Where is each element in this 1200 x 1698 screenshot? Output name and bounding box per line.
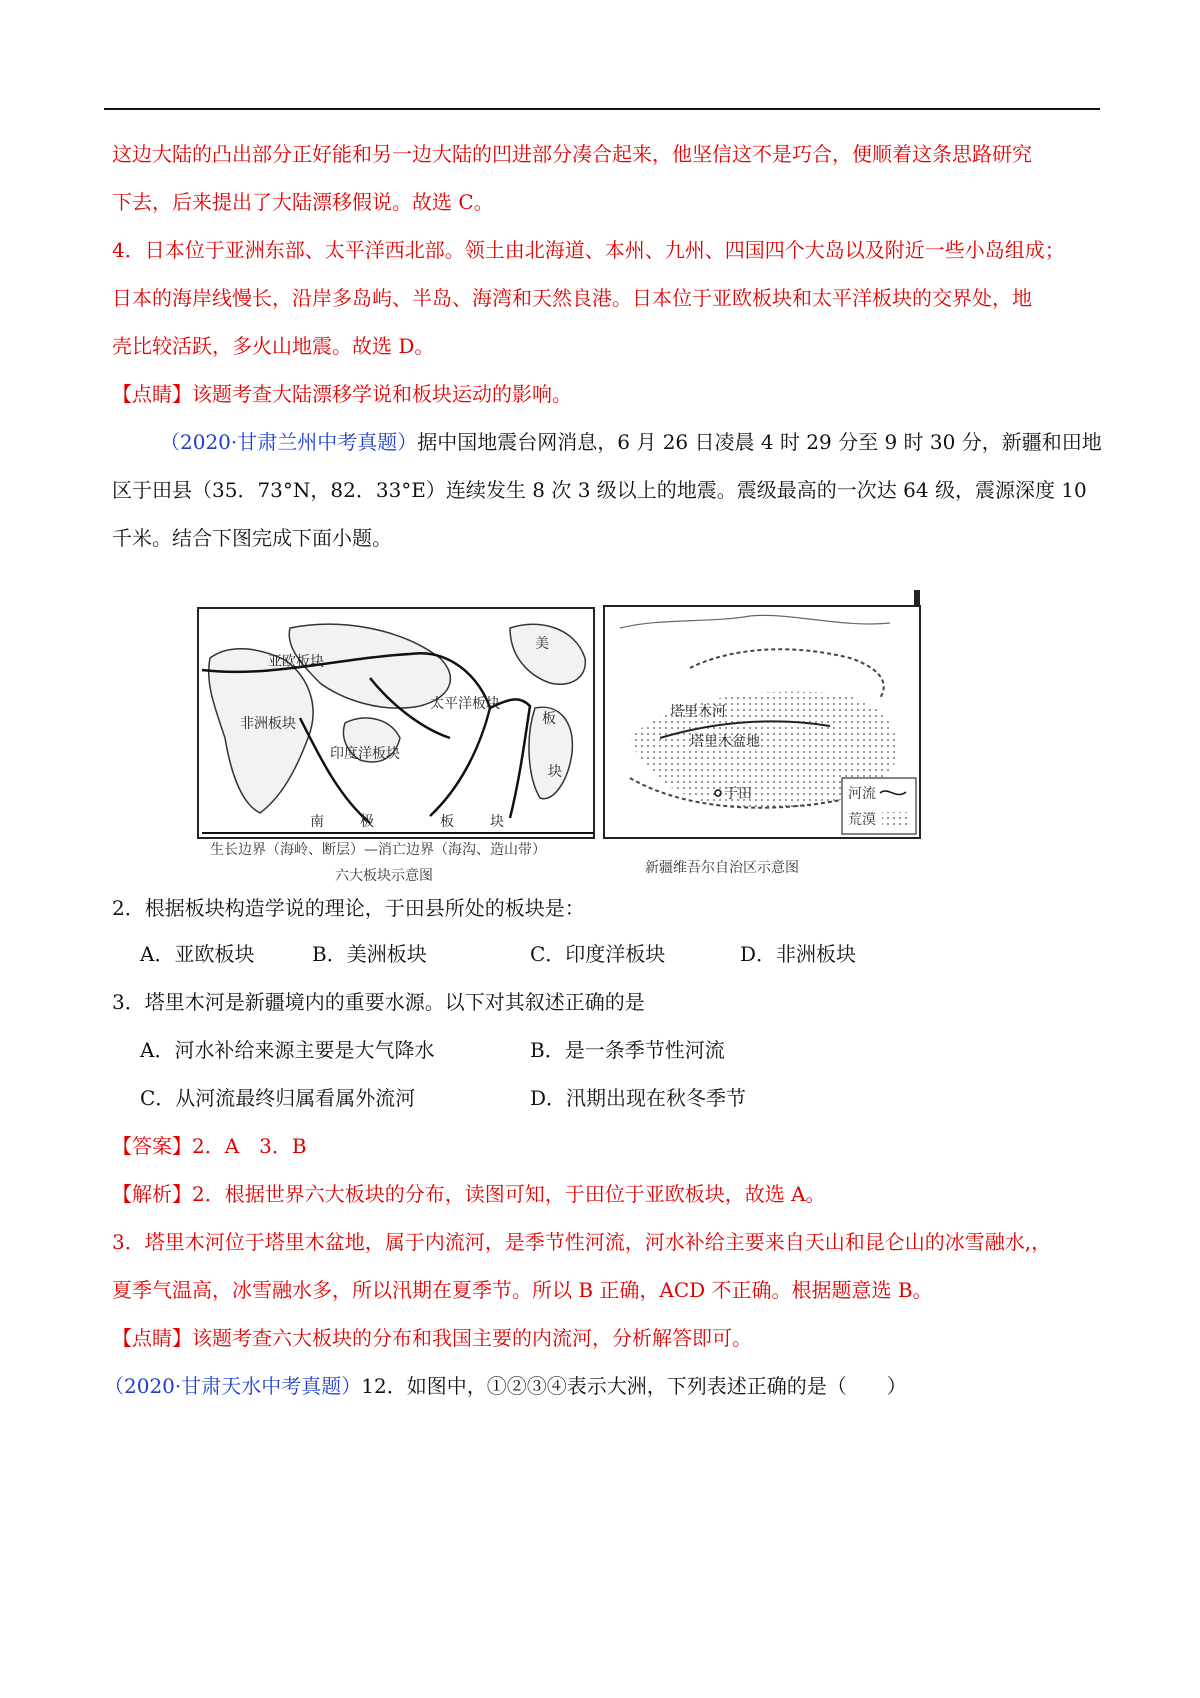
label-south: 南 (310, 814, 324, 830)
answer-line: 4．日本位于亚洲东部、太平洋西北部。领土由北海道、本州、九州、四国四个大岛以及附近一些小岛组成； (112, 238, 1065, 262)
label-tarim-basin: 塔里木盆地 (690, 734, 760, 750)
label-america: 美 (535, 636, 549, 652)
question-12-text: 12．如图中，①②③④表示大洲，下列表述正确的是（ ） (361, 1374, 907, 1398)
label-block: 块 (548, 764, 562, 780)
q3-option-b: B．是一条季节性河流 (530, 1038, 725, 1062)
header-rule (104, 108, 1100, 110)
figure-maps (190, 588, 1000, 898)
question-source: （2020·甘肃天水中考真题） (104, 1374, 362, 1398)
question-intro-line: 区于田县（35．73°N，82．33°E）连续发生 8 次 3 级以上的地震。震级最高的一次达 64 级，震源深度 10 (112, 478, 1087, 502)
question-3: 3．塔里木河是新疆境内的重要水源。以下对其叙述正确的是 (112, 990, 645, 1014)
q3-option-d: D．汛期出现在秋冬季节 (530, 1086, 747, 1110)
tip-line: 【点睛】该题考查六大板块的分布和我国主要的内流河，分析解答即可。 (112, 1326, 752, 1350)
question-2: 2．根据板块构造学说的理论，于田县所处的板块是： (112, 896, 585, 920)
label-tarim-river: 塔里木河 (670, 704, 726, 720)
xinjiang-map-caption: 新疆维吾尔自治区示意图 (645, 860, 799, 876)
plate-map-legend: 生长边界（海岭、断层）—消亡边界（海沟、造山带） (210, 842, 546, 858)
label-pacific-plate: 太平洋板块 (430, 696, 500, 712)
explanation-line: 【解析】2．根据世界六大板块的分布，读图可知，于田位于亚欧板块，故选 A。 (112, 1182, 826, 1206)
q2-option-b: B．美洲板块 (312, 942, 427, 966)
answer-line: 日本的海岸线慢长，沿岸多岛屿、半岛、海湾和天然良港。日本位于亚欧板块和太平洋板块的交界处，地 (112, 286, 1032, 310)
question-intro-text: 据中国地震台网消息，6 月 26 日凌晨 4 时 29 分至 9 时 30 分，新疆和田地 (417, 430, 1102, 454)
label-eurasian-plate: 亚欧板块 (268, 654, 324, 670)
explanation-line: 夏季气温高，冰雪融水多，所以汛期在夏季节。所以 B 正确，ACD 不正确。根据题意选 B。 (112, 1278, 933, 1302)
q3-option-c: C．从河流最终归属看属外流河 (140, 1086, 416, 1110)
explanation-line: 3．塔里木河位于塔里木盆地，属于内流河，是季节性河流，河水补给主要来自天山和昆仑山的冰雪融水,， (112, 1230, 1052, 1254)
label-african-plate: 非洲板块 (240, 716, 296, 732)
question-intro-line: 千米。结合下图完成下面小题。 (112, 526, 392, 550)
plate-map (198, 608, 594, 884)
legend-desert: 荒漠 (848, 812, 876, 828)
desert-symbol (882, 812, 908, 826)
question-12 (104, 1372, 907, 1400)
label-block-2: 块 (490, 814, 504, 830)
xinjiang-map (604, 590, 920, 876)
q2-option-d: D．非洲板块 (740, 942, 857, 966)
label-plate-2: 板 (440, 814, 454, 830)
answer-line: 壳比较活跃，多火山地震。故选 D。 (112, 334, 435, 358)
question-source: （2020·甘肃兰州中考真题） (160, 430, 418, 454)
label-plate: 板 (542, 711, 556, 727)
tip-line: 【点睛】该题考查大陆漂移学说和板块运动的影响。 (112, 382, 572, 406)
answer-line: 这边大陆的凸出部分正好能和另一边大陆的凹进部分凑合起来，他坚信这不是巧合，便顺着这条思路研究 (112, 142, 1032, 166)
question-intro-line (160, 428, 1102, 456)
label-pole: 极 (360, 814, 374, 830)
answer-line: 下去，后来提出了大陆漂移假说。故选 C。 (112, 190, 494, 214)
q3-option-a: A．河水补给来源主要是大气降水 (140, 1038, 435, 1062)
plate-map-caption: 六大板块示意图 (335, 868, 433, 884)
q2-option-c: C．印度洋板块 (530, 942, 666, 966)
answer-key: 【答案】2．A 3．B (112, 1134, 307, 1158)
q2-option-a: A．亚欧板块 (140, 942, 255, 966)
label-indian-ocean-plate: 印度洋板块 (330, 746, 400, 762)
label-yutian: 于田 (724, 786, 752, 802)
legend-river: 河流 (848, 786, 876, 802)
